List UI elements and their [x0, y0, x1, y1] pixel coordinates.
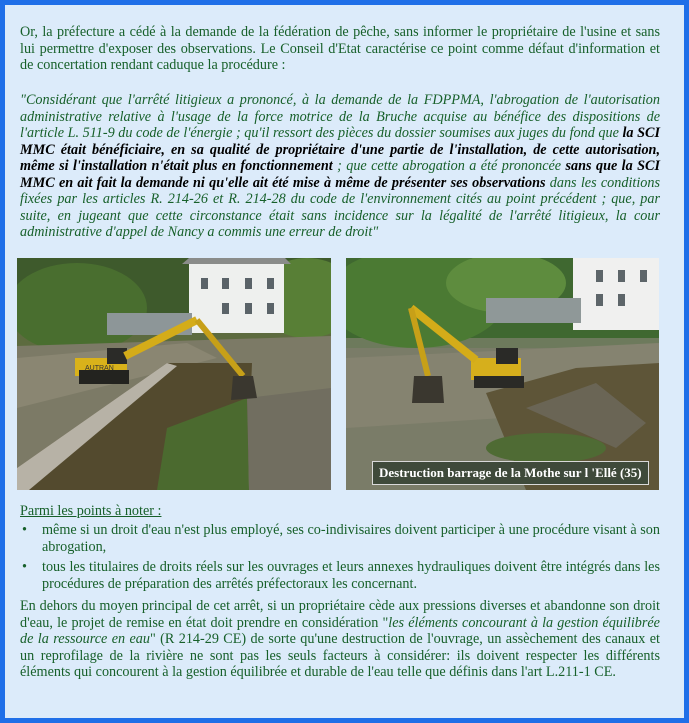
list-item: [20, 522, 660, 555]
points-list: [20, 522, 660, 596]
excavator-scene-right: [346, 258, 659, 490]
bullet-icon: •: [22, 522, 27, 538]
points-heading: Parmi les points à noter :: [20, 503, 162, 519]
list-item-text: même si un droit d'eau n'est plus employé, ses co-indivisaires doivent participer à une procédure visant à son abrogation,: [42, 522, 660, 555]
bullet-icon: •: [22, 559, 27, 575]
court-quote: [20, 92, 660, 241]
quote-bold-2: sans que la SCI MMC en ait fait la demande ni qu'elle ait été mise à même de présenter ses observations: [20, 158, 661, 191]
list-item-text: tous les titulaires de droits réels sur les ouvrages et leurs annexes hydrauliques doivent être intégrés dans les procédures de préparation des arrêtés préfectoraux les concernant.: [42, 559, 660, 592]
excavator-brand-label: AUTRAN: [85, 365, 114, 372]
excavator-scene-left: [17, 258, 331, 490]
quote-part-3: dans les conditions fixées par les articles R. 214-26 et R. 214-28 du code de l'environnement cités au point précédent ; que, par suite, en jugeant que cette circonstance était sans incidence sur la légalité de l'arrêté litigieux, la cour administrative d'appel de Nancy a commis une erreur de droit": [20, 174, 660, 240]
closing-italic: les éléments concourant à la gestion équilibrée de la ressource en eau: [20, 614, 660, 647]
photo-caption: Destruction barrage de la Mothe sur l 'Ellé (35): [372, 461, 649, 485]
closing-paragraph: [20, 598, 660, 681]
list-item: [20, 559, 660, 592]
closing-part-2: " (R 214-29 CE) de sorte qu'une destruction de l'ouvrage, un assèchement des canaux et un reprofilage de la rivière ne sont pas les seuls facteurs à considérer: ils doivent respecter les différents éléments qui concourent à la gestion équilibrée et durable de l'eau telle que définis dans l'art L.211-1 CE.: [20, 631, 660, 680]
quote-part-1: "Considérant que l'arrêté litigieux a prononcé, à la demande de la FDPPMA, l'abrogation de l'autorisation administrative relative à l'usage de la force motrice de la Bruche acquise au bénéfice des dispositions de l'article L. 511-9 du code de l'énergie ; qu'il ressort des pièces du dossier soumises aux juges du fond que: [20, 92, 660, 141]
quote-bold-1: la SCI MMC était bénéficiaire, en sa qualité de propriétaire d'une partie de l'installation, de cette autorisation, même si l'installation n'était plus en fonctionnement: [20, 125, 660, 174]
intro-paragraph: Or, la préfecture a cédé à la demande de la fédération de pêche, sans informer le propriétaire de l'usine et sans lui permettre d'exposer des observations. Le Conseil d'Etat caractérise ce point comme défaut d'information et de concertation rendant caduque la procédure :: [20, 24, 660, 73]
closing-part-1: En dehors du moyen principal de cet arrêt, si un propriétaire cède aux pressions diverses et abandonne son droit d'eau, le projet de remise en état doit prendre en considération ": [20, 598, 660, 631]
photo-excavator-right: [346, 258, 659, 490]
photo-excavator-left: [17, 258, 331, 490]
quote-part-2: ; que cette abrogation a été prononcée: [332, 158, 566, 174]
